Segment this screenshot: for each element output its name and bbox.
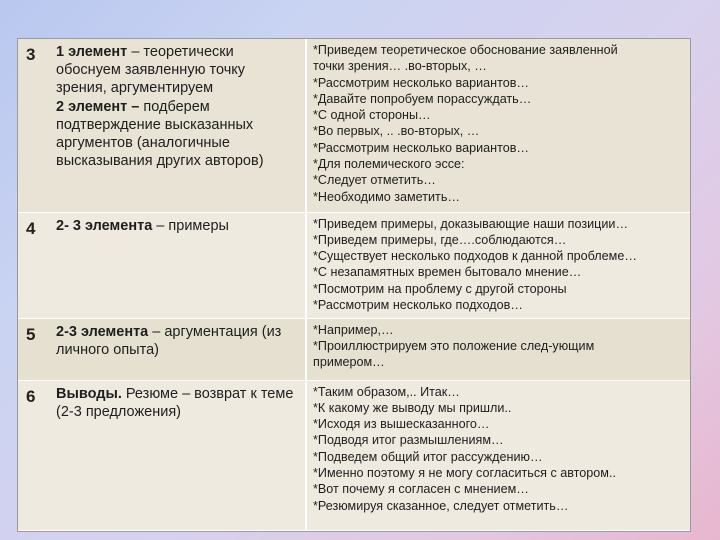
phrase-item: *Существует несколько подходов к данной проблеме…: [313, 249, 637, 264]
element-description: [54, 380, 306, 530]
phrase-item: точки зрения… .во-вторых, …: [313, 59, 487, 74]
phrase-item: *Следует отметить…: [313, 173, 436, 188]
phrase-item: *С незапамятных времен бытовало мнение…: [313, 265, 582, 280]
phrase-item: *Приведем примеры, доказывающие наши позиции…: [313, 216, 629, 231]
element-title: 2 элемент –: [56, 98, 140, 115]
phrase-item: *К какому же выводу мы пришли..: [313, 400, 512, 415]
phrase-item: *Вот почему я согласен с мнением…: [313, 482, 529, 497]
element-description: [54, 39, 306, 212]
content-table-frame: [17, 38, 691, 532]
phrase-item: примером…: [313, 355, 385, 370]
phrase-list: [306, 212, 690, 318]
row-number: 4: [18, 212, 54, 318]
phrase-item: *Подводя итог размышлениям…: [313, 433, 504, 448]
phrase-item: *Приведем примеры, где….соблюдаются…: [313, 232, 567, 247]
phrase-item: *С одной стороны…: [313, 108, 431, 123]
phrase-item: *Именно поэтому я не могу согласиться с автором..: [313, 465, 616, 480]
phrase-item: *Приведем теоретическое обоснование заявленной: [313, 43, 618, 57]
table-row: [18, 39, 690, 212]
phrase-item: *Рассмотрим несколько вариантов…: [313, 140, 529, 155]
element-description: [54, 318, 306, 380]
element-title: 2- 3 элемента: [56, 217, 153, 234]
element-description: [54, 212, 306, 318]
table-row: [18, 318, 690, 380]
phrase-item: *Исходя из вышесказанного…: [313, 417, 490, 432]
essay-structure-table: [18, 39, 690, 531]
phrase-item: *Таким образом,.. Итак…: [313, 384, 460, 399]
element-text: – теоретически обоснуем заявленную точку зрения, аргументируем: [56, 44, 246, 97]
phrase-item: *Резюмируя сказанное, следует отметить…: [313, 498, 569, 513]
phrase-item: *Проиллюстрируем это положение след-ующим: [313, 338, 595, 353]
table-row: [18, 212, 690, 318]
element-text: – аргументация (из личного опыта): [56, 323, 282, 358]
phrase-item: *Рассмотрим несколько вариантов…: [313, 75, 529, 90]
row-number: 5: [18, 318, 54, 380]
phrase-list: [306, 39, 690, 212]
phrase-item: *Рассмотрим несколько подходов…: [313, 297, 523, 312]
element-text: Резюме – возврат к теме (2-3 предложения): [56, 385, 294, 420]
phrase-item: *Например,…: [313, 322, 394, 337]
element-title: 2-3 элемента: [56, 323, 149, 340]
phrase-item: *Во первых, .. .во-вторых, …: [313, 124, 480, 139]
element-title: Выводы.: [56, 385, 122, 402]
element-text: подберем подтверждение высказанных аргументов (аналогичные высказывания других авторов): [56, 98, 264, 170]
row-number: 6: [18, 380, 54, 530]
element-text: – примеры: [152, 217, 229, 234]
phrase-item: *Для полемического эссе:: [313, 157, 465, 172]
element-title: 1 элемент: [56, 44, 128, 60]
phrase-list: [306, 318, 690, 380]
phrase-item: *Необходимо заметить…: [313, 189, 460, 204]
row-number: 3: [18, 39, 54, 212]
phrase-item: *Подведем общий итог рассуждению…: [313, 449, 543, 464]
phrase-item: *Посмотрим на проблему с другой стороны: [313, 281, 567, 296]
phrase-item: *Давайте попробуем порассуждать…: [313, 91, 532, 106]
table-row: [18, 380, 690, 530]
phrase-list: [306, 380, 690, 530]
